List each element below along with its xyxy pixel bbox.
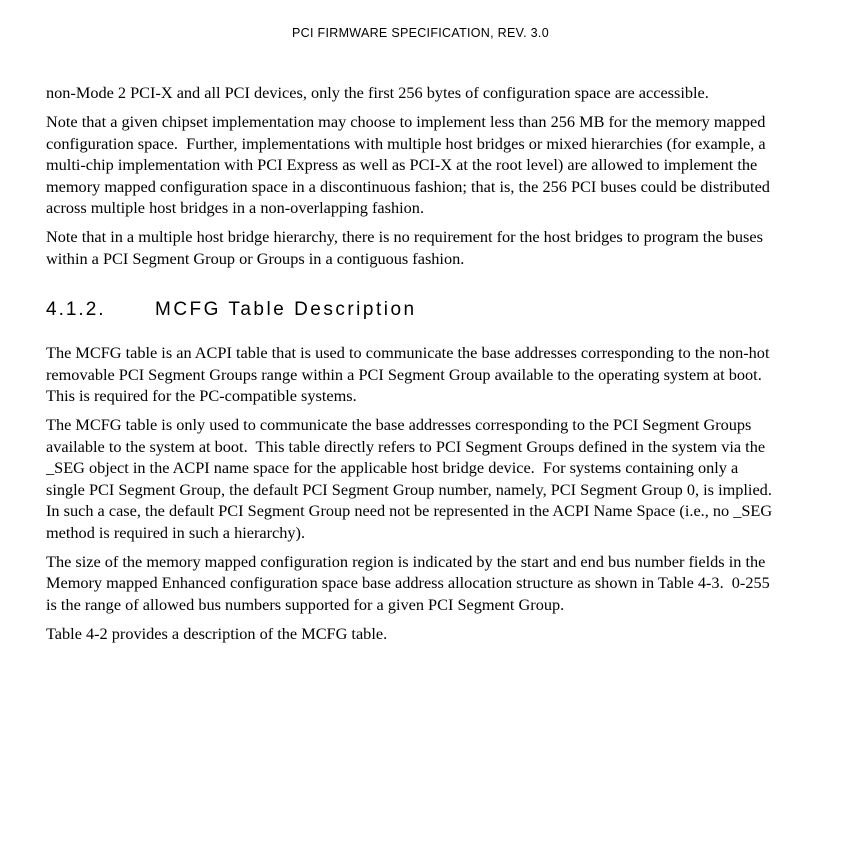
paragraph-region-size: The size of the memory mapped configuration region is indicated by the start and end bus number fields in the Memory mapped Enhanced configuration space base address allocation structure as shown in Table 4-3. 0-255 is the range of allowed bus numbers supported for a given PCI Segment Group.	[46, 551, 774, 614]
paragraph-host-bridge-hierarchy-note: Note that in a multiple host bridge hierarchy, there is no requirement for the host bridges to program the buses within a PCI Segment Group or Groups in a contiguous fashion.	[46, 227, 768, 268]
paragraph-chipset-implementation-note: Note that a given chipset implementation may choose to implement less than 256 MB for the memory mapped configuration space. Further, implementations with multiple host bridges or mixed hierarchies (for example, a multi-chip implementation with PCI Express as well as PCI-X at the root level) are allowed to implement the memory mapped configuration space in a discontinuous fashion; that is, the 256 PCI buses could be distributed across multiple host bridges in a non-overlapping fashion.	[46, 112, 775, 218]
section-number: 4.1.2.	[46, 299, 106, 321]
paragraph-mcfg-usage: The MCFG table is only used to communicate the base addresses corresponding to the PCI Segment Groups available to the system at boot. This table directly refers to PCI Segment Groups defined in the system via the _SEG object in the ACPI name space for the applicable host bridge device. For systems containing only a single PCI Segment Group, the default PCI Segment Group number, namely, PCI Segment Group 0, is implied. In such a case, the default PCI Segment Group need not be represented in the ACPI Name Space (i.e., no _SEG method is required in such a hierarchy).	[46, 415, 781, 542]
section-title: MCFG Table Description	[155, 299, 417, 321]
paragraph-accessibility: non-Mode 2 PCI-X and all PCI devices, only the first 256 bytes of configuration space are accessible.	[46, 83, 709, 102]
running-header: PCI FIRMWARE SPECIFICATION, REV. 3.0	[292, 26, 549, 40]
section-heading	[46, 297, 774, 323]
paragraph-mcfg-acpi-table: The MCFG table is an ACPI table that is used to communicate the base addresses corresponding to the non-hot removable PCI Segment Groups range within a PCI Segment Group available to the operating system at boot. This is required for the PC-compatible systems.	[46, 343, 774, 406]
page-content	[46, 82, 781, 653]
paragraph-table-reference: Table 4-2 provides a description of the MCFG table.	[46, 624, 388, 644]
